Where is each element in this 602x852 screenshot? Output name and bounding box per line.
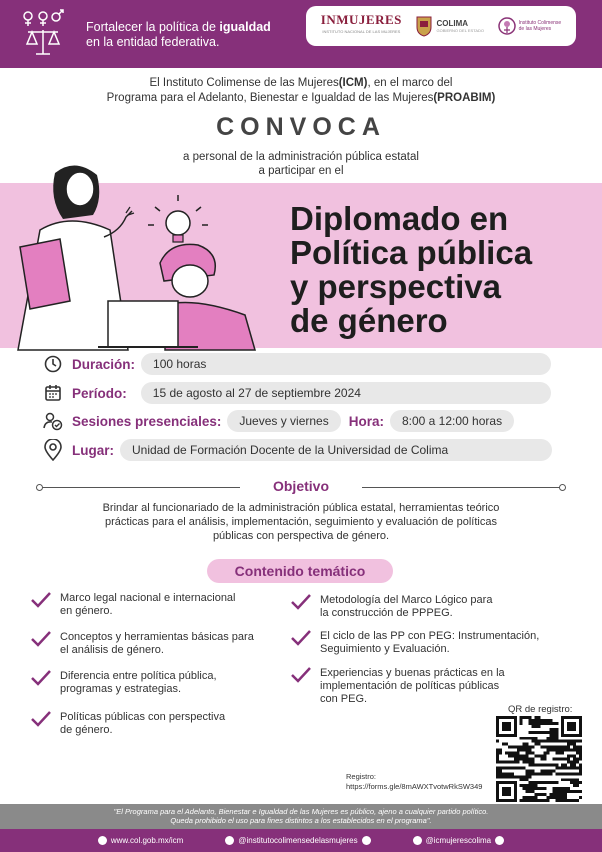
icm-emblem-icon [498,17,516,35]
registration-qr-code[interactable] [496,716,582,802]
facebook-icon [225,836,234,845]
duration-row [42,353,551,375]
woman-laptop-illustration [98,244,255,350]
duration-value: 100 horas [141,353,551,375]
lightbulb-icon [148,195,208,242]
footer [0,829,602,852]
header-bar [0,0,602,68]
registration-link[interactable]: https://forms.gle/8mAWXTvotwRkSW349 [346,782,483,791]
website-link[interactable]: www.col.gob.mx/icm [110,836,184,845]
colima-shield-icon [415,15,433,37]
inmujeres-logo: INMUJERES INSTITUTO NACIONAL DE LAS MUJERES [320,12,402,34]
calendar-icon [42,382,64,404]
disclaimer: "El Programa para el Adelanto, Bienestar e Igualdad de las Mujeres es público, ajeno a cualquier partido político. Queda prohibido el uso para fines distintos a los establecidos en el programa". [0,804,602,829]
facebook-link[interactable]: @institutocolimensedelasmujeres [238,836,358,845]
sessions-label: Sesiones presenciales: [72,413,222,429]
check-icon [290,630,312,646]
illustration [0,155,280,360]
time-value: 8:00 a 12:00 horas [390,410,514,432]
gender-equality-icon [18,8,68,58]
twitter-icon [413,836,422,845]
location-pin-icon [42,439,64,461]
icm-logo: Instituto Colimense de las Mujeres [498,17,562,35]
location-label: Lugar: [72,442,114,458]
instagram-icon [495,836,504,845]
clock-icon [42,353,64,375]
content-title: Contenido temático [207,559,393,583]
partner-logos [306,6,576,46]
sessions-row [42,410,514,432]
convoca-heading: CONVOCA [216,113,386,141]
content-item: Marco legal nacional e internacional en género. [30,592,236,618]
objective-text: Brindar al funcionariado de la administración pública estatal, herramientas teórico prácticas para el análisis, implementación, seguimiento y evaluación de políticas públicas con perspectiva de género. [102,502,500,542]
content-item: Experiencias y buenas prácticas en la implementación de políticas públicas con PEG. [290,667,505,706]
duration-label: Duración: [72,356,136,372]
colima-logo: COLIMA GOBIERNO DEL ESTADO [415,15,484,37]
check-icon [30,631,52,647]
period-value: 15 de agosto al 27 de septiembre 2024 [141,382,551,404]
person-check-icon [42,410,64,432]
period-label: Período: [72,385,127,401]
location-row [42,439,552,461]
check-icon [290,594,312,610]
check-icon [290,667,312,683]
check-icon [30,592,52,608]
content-item: Conceptos y herramientas básicas para el análisis de género. [30,631,254,657]
content-item: Metodología del Marco Lógico para la construcción de PPPEG. [290,594,492,620]
intro-text: El Instituto Colimense de las Mujeres(ICM), en el marco del Programa para el Adelanto, Bienestar e Igualdad de las Mujeres(PROABIM) [106,77,496,104]
slogan: Fortalecer la política de igualdad en la entidad federativa. [86,20,271,49]
course-title: Diplomado en Política pública y perspectiva de género [290,200,533,339]
content-item: El ciclo de las PP con PEG: Instrumentación, Seguimiento y Evaluación. [290,630,539,656]
instagram-icon [362,836,371,845]
time-label: Hora: [348,413,384,429]
period-row [42,382,551,404]
content-item: Diferencia entre política pública, programas y estrategias. [30,670,217,696]
location-value: Unidad de Formación Docente de la Universidad de Colima [120,439,552,461]
qr-label: QR de registro: [508,704,573,715]
audience-text: a personal de la administración pública estatal a participar en el [183,151,419,177]
globe-icon [98,836,107,845]
check-icon [30,670,52,686]
check-icon [30,711,52,727]
objective-title: Objetivo [272,478,329,494]
sessions-value: Jueves y viernes [227,410,340,432]
social-link[interactable]: @icmujerescolima [425,836,492,845]
content-item: Políticas públicas con perspectiva de género. [30,711,225,737]
registration-text: Registro: https://forms.gle/8mAWXTvotwRkSW349 [346,772,483,791]
